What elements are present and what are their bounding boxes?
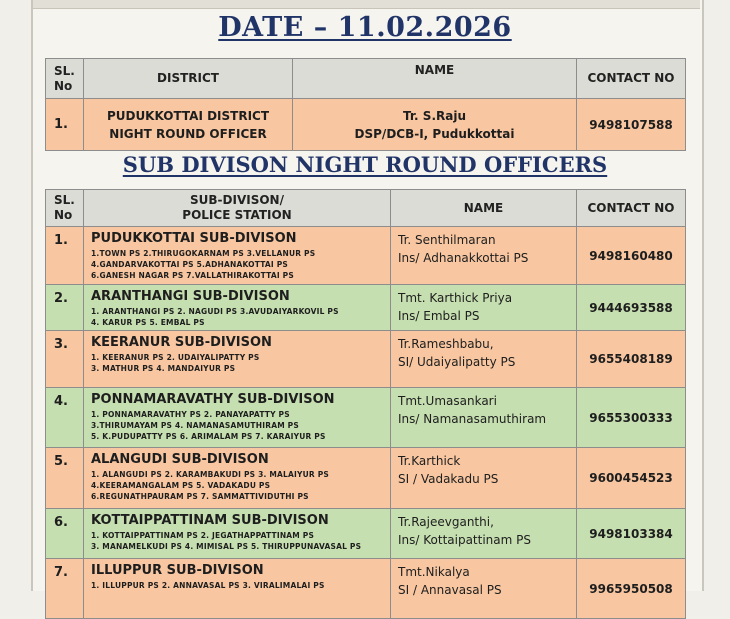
section-heading: SUB DIVISON NIGHT ROUND OFFICERS [122, 152, 608, 177]
subdivision-cell [84, 331, 391, 388]
subdivision-name: PONNAMARAVATHY SUB-DIVISON [91, 392, 335, 407]
table-row [46, 388, 686, 448]
police-station-list-line: 6.GANESH NAGAR PS 7.VALLATHIRAKOTTAI PS [91, 271, 294, 280]
table-row [46, 509, 686, 559]
contact-number: 9600454523 [577, 448, 686, 509]
officer-name: Tmt.Nikalya [398, 565, 470, 579]
subdivision-rows [46, 227, 686, 619]
contact-number: 9498107588 [577, 99, 686, 151]
header-subdivision [84, 190, 391, 227]
police-station-list-line: 1. PONNAMARAVATHY PS 2. PANAYAPATTY PS [91, 410, 290, 419]
officer-designation: SI / Annavasal PS [398, 583, 502, 597]
police-station-list-line: 1. KOTTAIPPATTINAM PS 2. JEGATHAPPATTINAM PS [91, 531, 315, 540]
officer-name-cell [391, 509, 577, 559]
header-sl-no: SL. No [46, 59, 84, 99]
officer-name: Tr. Senthilmaran [398, 233, 496, 247]
subdivision-name: ALANGUDI SUB-DIVISON [91, 452, 269, 467]
table-header-row [46, 59, 686, 99]
district-line: PUDUKKOTTAI DISTRICT [106, 108, 270, 123]
police-station-list-line: 1.TOWN PS 2.THIRUGOKARNAM PS 3.VELLANUR PS [91, 249, 316, 258]
police-station-list-line: 5. K.PUDUPATTY PS 6. ARIMALAM PS 7. KARAIYUR PS [91, 432, 326, 441]
officer-name: Tmt. Karthick Priya [398, 291, 513, 305]
table-row [46, 227, 686, 285]
sl-number: 1. [46, 227, 84, 285]
police-station-list-line: 1. ARANTHANGI PS 2. NAGUDI PS 3.AVUDAIYARKOVIL PS [91, 307, 339, 316]
sl-number: 1. [46, 99, 84, 151]
police-station-list-line: 3.THIRUMAYAM PS 4. NAMANASAMUTHIRAM PS [91, 421, 299, 430]
officer-name-cell [391, 285, 577, 331]
subdivision-cell [84, 509, 391, 559]
police-station-list-line: 4.KEERAMANGALAM PS 5. VADAKADU PS [91, 481, 271, 490]
officer-name: Tr. S.Raju [402, 108, 466, 123]
sl-number: 2. [46, 285, 84, 331]
police-station-list-line: 3. MANAMELKUDI PS 4. MIMISAL PS 5. THIRUPPUNAVASAL PS [91, 542, 362, 551]
officer-designation: Ins/ Adhanakkottai PS [398, 251, 529, 265]
header-sl-no: SL. No [46, 190, 84, 227]
contact-number: 9444693588 [577, 285, 686, 331]
table-row [46, 99, 686, 151]
police-station-list-line: 3. MATHUR PS 4. MANDAIYUR PS [91, 364, 236, 373]
subdivision-cell [84, 227, 391, 285]
district-officer-table [45, 58, 686, 151]
subdivision-cell [84, 285, 391, 331]
subdivision-name: KOTTAIPPATTINAM SUB-DIVISON [91, 513, 329, 528]
district-cell [84, 99, 293, 151]
header-subdivision-line: SUB-DIVISON/ [190, 193, 284, 207]
officer-name-cell [391, 388, 577, 448]
contact-number: 9655300333 [577, 388, 686, 448]
contact-number: 9498103384 [577, 509, 686, 559]
contact-number: 9655408189 [577, 331, 686, 388]
officer-designation: Ins/ Namanasamuthiram [398, 412, 547, 426]
table-row [46, 285, 686, 331]
header-name: NAME [293, 59, 577, 99]
header-contact: CONTACT NO [577, 59, 686, 99]
officer-designation: SI / Vadakadu PS [398, 472, 499, 486]
subdivision-cell [84, 559, 391, 619]
header-contact: CONTACT NO [577, 190, 686, 227]
subdivision-name: PUDUKKOTTAI SUB-DIVISON [91, 231, 297, 246]
officer-name-cell [391, 227, 577, 285]
district-line: NIGHT ROUND OFFICER [109, 126, 267, 141]
table-row [46, 448, 686, 509]
sl-number: 4. [46, 388, 84, 448]
officer-name-cell [391, 559, 577, 619]
officer-name-cell [391, 331, 577, 388]
officer-designation: Ins/ Embal PS [398, 309, 480, 323]
officer-name: Tmt.Umasankari [398, 394, 497, 408]
police-station-list-line: 1. ALANGUDI PS 2. KARAMBAKUDI PS 3. MALAIYUR PS [91, 470, 330, 479]
table-row [46, 559, 686, 619]
officer-name: Tr.Rajeevganthi, [398, 515, 494, 529]
police-station-list-line: 4. KARUR PS 5. EMBAL PS [91, 318, 205, 327]
subdivision-name: ARANTHANGI SUB-DIVISON [91, 289, 290, 304]
subdivision-cell [84, 388, 391, 448]
contact-number: 9498160480 [577, 227, 686, 285]
officer-name-cell [293, 99, 577, 151]
top-band [33, 0, 700, 9]
subdivision-officers-table [45, 189, 686, 619]
date-heading: DATE – 11.02.2026 [218, 12, 512, 43]
sl-number: 7. [46, 559, 84, 619]
police-station-list-line: 1. KEERANUR PS 2. UDAIYALIPATTY PS [91, 353, 260, 362]
subdivision-name: KEERANUR SUB-DIVISON [91, 335, 272, 350]
police-station-list-line: 1. ILLUPPUR PS 2. ANNAVASAL PS 3. VIRALIMALAI PS [91, 581, 325, 590]
contact-number: 9965950508 [577, 559, 686, 619]
sl-number: 6. [46, 509, 84, 559]
police-station-list-line: 6.REGUNATHPAURAM PS 7. SAMMATTIVIDUTHI PS [91, 492, 309, 501]
header-district: DISTRICT [84, 59, 293, 99]
officer-name-cell [391, 448, 577, 509]
header-name: NAME [391, 190, 577, 227]
officer-name: Tr.Karthick [398, 454, 461, 468]
officer-designation: DSP/DCB-I, Pudukkottai [354, 126, 515, 141]
header-police-station-line: POLICE STATION [182, 208, 292, 222]
police-station-list-line: 4.GANDARVAKOTTAI PS 5.ADHANAKOTTAI PS [91, 260, 289, 269]
officer-designation: Ins/ Kottaipattinam PS [398, 533, 531, 547]
table-header-row [46, 190, 686, 227]
sl-number: 5. [46, 448, 84, 509]
officer-designation: SI/ Udaiyalipatty PS [398, 355, 516, 369]
sl-number: 3. [46, 331, 84, 388]
table-row [46, 331, 686, 388]
officer-name: Tr.Rameshbabu, [398, 337, 494, 351]
subdivision-name: ILLUPPUR SUB-DIVISON [91, 563, 264, 578]
subdivision-cell [84, 448, 391, 509]
